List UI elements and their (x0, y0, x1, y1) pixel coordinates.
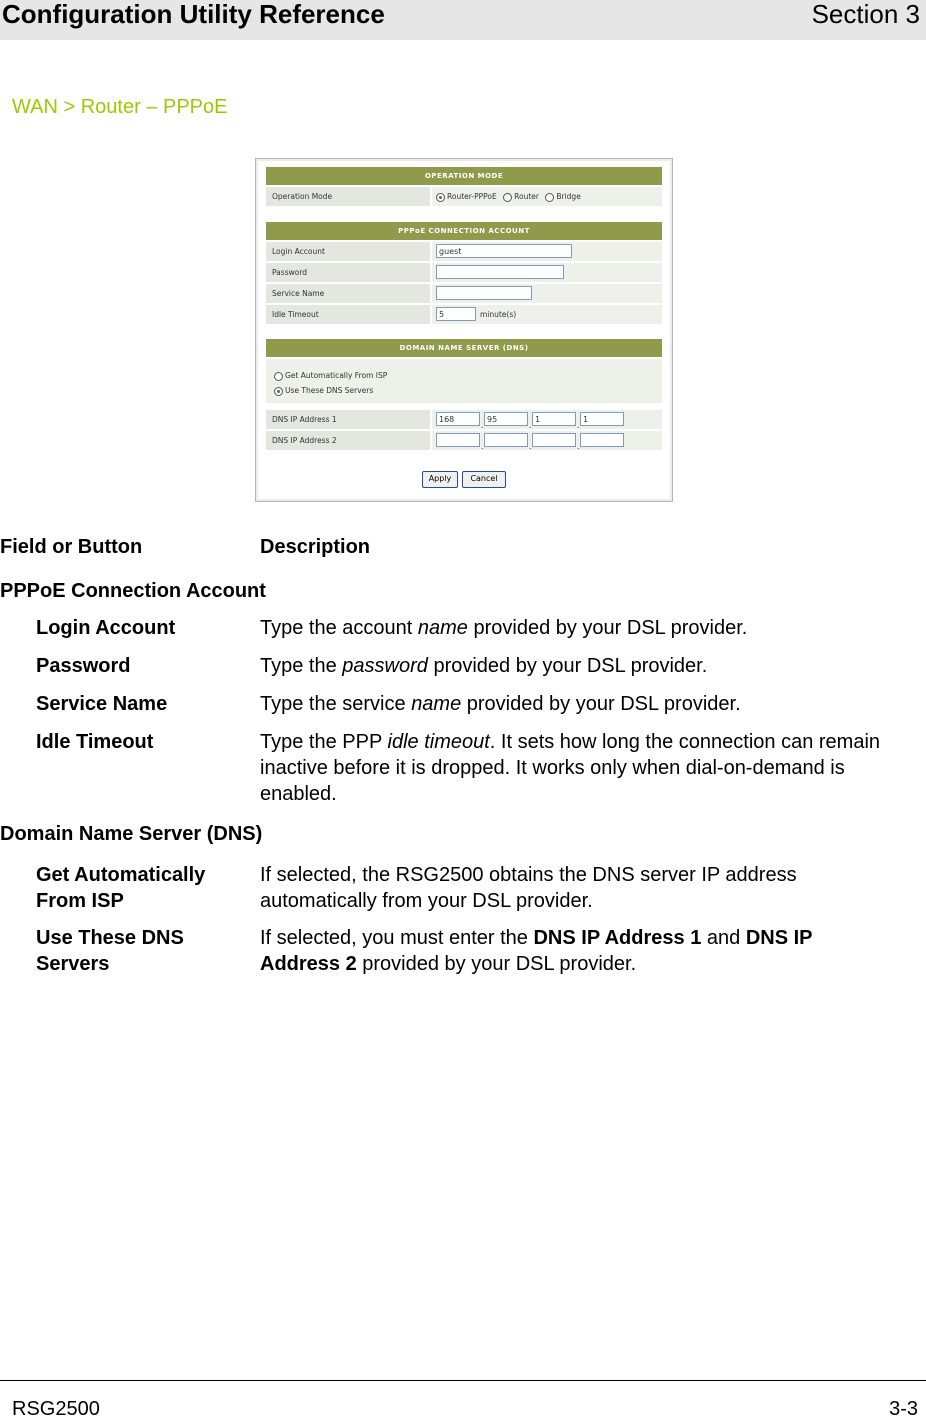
footer-rule (0, 1380, 926, 1381)
page-header (0, 0, 926, 40)
dot-separator: . (529, 421, 532, 430)
desc-text: provided by your DSL provider. (356, 953, 637, 975)
footer-product: RSG2500 (12, 1398, 100, 1420)
col-header-description: Description (260, 536, 371, 558)
pppoe-band: PPPoE CONNECTION ACCOUNT (266, 222, 662, 240)
operation-mode-label: Operation Mode (266, 187, 430, 206)
idle-unit: minute(s) (480, 310, 517, 319)
dns-auto-label: Get Automatically From ISP (285, 371, 388, 380)
operation-mode-options (432, 187, 662, 206)
service-label: Service Name (266, 284, 430, 303)
dns2-octet-3[interactable] (532, 433, 576, 447)
desc-text: . It sets how long the connection can remain inactive before it is dropped. It works only when dial-on-demand is enabled. (260, 731, 881, 805)
field-idle-timeout: Idle Timeout (36, 731, 154, 753)
radio-router-pppoe[interactable] (436, 193, 445, 202)
field-get-automatically: Get Automatically From ISP (36, 864, 206, 912)
radio-dns-auto[interactable] (274, 372, 283, 381)
desc-emphasis: name (417, 617, 468, 639)
dns2-octet-4[interactable] (580, 433, 624, 447)
desc-use-these-dns (260, 925, 890, 977)
dns-band: DOMAIN NAME SERVER (DNS) (266, 339, 662, 357)
desc-text: provided by your DSL provider. (427, 655, 708, 677)
dns1-octet-1[interactable]: 168 (436, 412, 480, 426)
option-router: Router (514, 192, 539, 201)
service-input[interactable] (436, 286, 532, 300)
desc-text: Type the (260, 655, 343, 677)
dns2-row (266, 431, 662, 450)
operation-mode-row (266, 187, 662, 206)
desc-text: Type the service (260, 693, 412, 715)
col-header-field: Field or Button (0, 536, 143, 558)
desc-bold: DNS IP Address 1 (533, 927, 702, 949)
service-row (266, 284, 662, 303)
radio-router[interactable] (503, 193, 512, 202)
desc-text: and (701, 927, 746, 949)
dot-separator: . (577, 421, 580, 430)
dns1-label: DNS IP Address 1 (266, 410, 430, 429)
desc-idle-timeout (260, 729, 890, 807)
login-input[interactable]: guest (436, 244, 572, 258)
header-title: Configuration Utility Reference (2, 0, 385, 29)
dns-mode-block (266, 359, 662, 403)
footer-page-number: 3-3 (889, 1398, 918, 1420)
password-row (266, 263, 662, 282)
section-dns: Domain Name Server (DNS) (0, 823, 263, 845)
login-label: Login Account (266, 242, 430, 261)
desc-password (260, 653, 890, 679)
section-pppoe: PPPoE Connection Account (0, 580, 266, 602)
dns2-octet-1[interactable] (436, 433, 480, 447)
idle-row (266, 305, 662, 324)
desc-emphasis: name (411, 693, 462, 715)
desc-text: If selected, you must enter the (260, 927, 534, 949)
desc-login-account (260, 615, 890, 641)
dot-separator: . (481, 442, 484, 451)
password-label: Password (266, 263, 430, 282)
dns2-octet-2[interactable] (484, 433, 528, 447)
field-service-name: Service Name (36, 693, 168, 715)
password-input[interactable] (436, 265, 564, 279)
desc-text: provided by your DSL provider. (461, 693, 741, 715)
dns1-octet-3[interactable]: 1 (532, 412, 576, 426)
desc-text: Type the PPP (260, 731, 388, 753)
dns2-label: DNS IP Address 2 (266, 431, 430, 450)
dns1-octet-2[interactable]: 95 (484, 412, 528, 426)
desc-emphasis: idle timeout (387, 731, 490, 753)
apply-button[interactable]: Apply (422, 471, 458, 488)
dot-separator: . (481, 421, 484, 430)
dns1-row (266, 410, 662, 429)
option-bridge: Bridge (556, 192, 581, 201)
dot-separator: . (577, 442, 580, 451)
idle-label: Idle Timeout (266, 305, 430, 324)
header-section: Section 3 (811, 0, 920, 29)
field-login-account: Login Account (36, 617, 176, 639)
field-password: Password (36, 655, 131, 677)
dot-separator: . (529, 442, 532, 451)
desc-emphasis: password (342, 655, 428, 677)
router-config-screenshot (255, 158, 673, 502)
radio-dns-manual[interactable] (274, 387, 283, 396)
radio-bridge[interactable] (545, 193, 554, 202)
desc-get-automatically: If selected, the RSG2500 obtains the DNS server IP address automatically from your DSL provider. (260, 864, 797, 912)
desc-text: provided by your DSL provider. (467, 617, 748, 639)
breadcrumb: WAN > Router – PPPoE (12, 96, 228, 118)
option-router-pppoe: Router-PPPoE (447, 192, 497, 201)
cancel-button[interactable]: Cancel (462, 471, 506, 488)
desc-text: Type the account (260, 617, 418, 639)
idle-input[interactable]: 5 (436, 307, 476, 321)
login-row (266, 242, 662, 261)
desc-bold: DNS IP Address 2 (260, 927, 813, 975)
field-use-these-dns: Use These DNS Servers (36, 927, 184, 975)
operation-mode-band: OPERATION MODE (266, 167, 662, 185)
dns1-octet-4[interactable]: 1 (580, 412, 624, 426)
dns-manual-label: Use These DNS Servers (285, 386, 374, 395)
desc-service-name (260, 691, 890, 717)
